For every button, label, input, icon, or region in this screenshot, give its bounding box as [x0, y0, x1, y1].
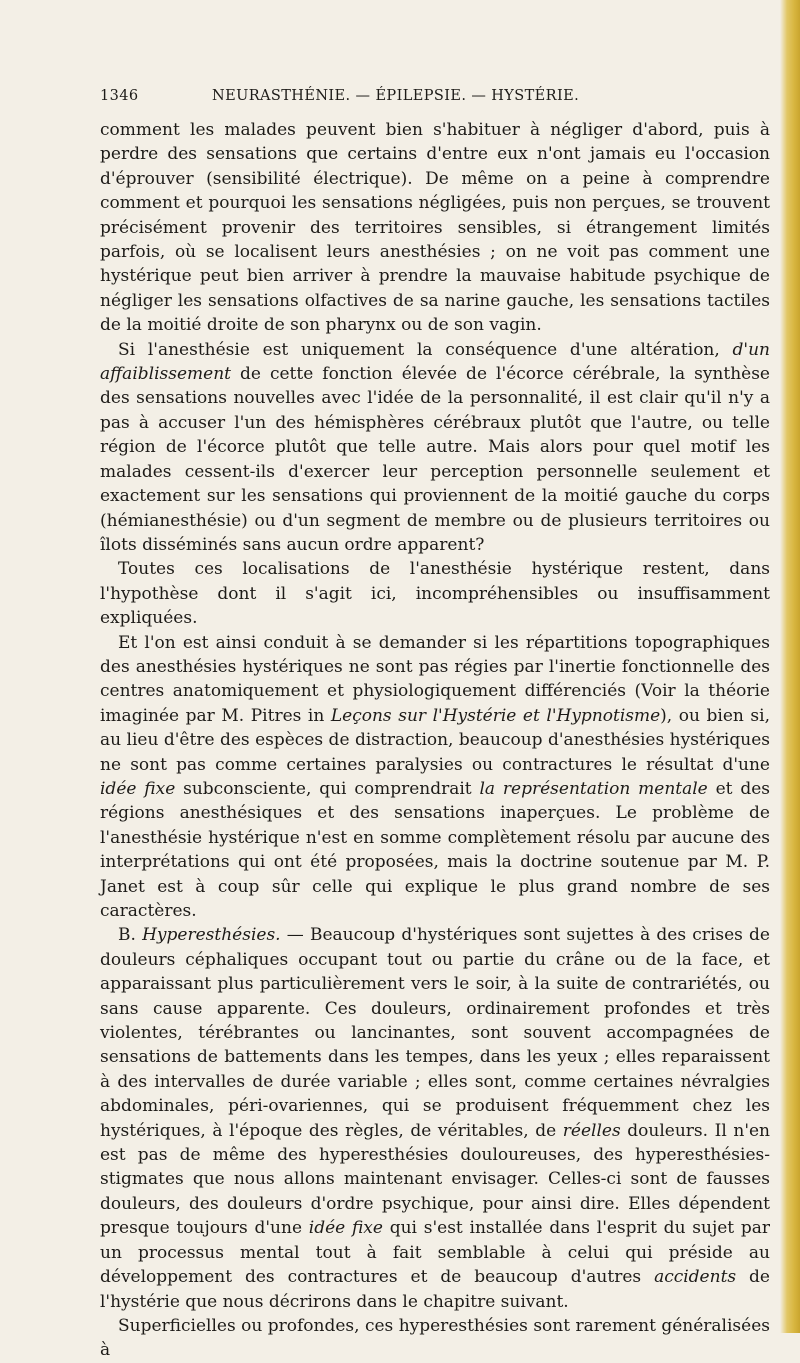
italic-phrase: réelles — [562, 1120, 621, 1141]
body-text — [100, 118, 770, 1363]
paragraph: B. Hyperesthésies. — Beaucoup d'hystériques sont sujettes à des crises de douleurs céphaliques occupant tout ou partie du crâne ou de la face, et apparaissant plus particulièrement vers le soir, à la suite de contrariétés, ou sans cause apparente. Ces douleurs, ordinairement profondes et très violentes, térébrantes ou lancinantes, sont souvent accompagnées de sensations de battements dans les tempes, dans les yeux ; elles reparaissent à des intervalles de durée variable ; elles sont, comme certaines névralgies abdominales, péri-ovariennes, qui se produisent fréquemment chez les hystériques, à l'époque des règles, de véritables, de réelles douleurs. Il n'en est pas de même des hyperesthésies douloureuses, des hyperesthésies-stigmates que nous allons maintenant envisager. Celles-ci sont de fausses douleurs, des douleurs d'ordre psychique, pour ainsi dire. Elles dépendent presque toujours d'une idée fixe qui s'est installée dans l'esprit du sujet par un processus mental tout à fait semblable à celui qui préside au développement des contractures et de beaucoup d'autres accidents de l'hystérie que nous décrirons dans le chapitre suivant. — [100, 925, 771, 1312]
italic-phrase: la représentation mentale — [479, 778, 708, 799]
book-title: Leçons sur l'Hystérie et l'Hypnotisme — [330, 705, 661, 726]
paragraph: Et l'on est ainsi conduit à se demander si les répartitions topographiques des anesthésies hystériques ne sont pas régies par l'inertie fonctionnelle des centres anatomiquement et physiologiquement différenciés (Voir la théorie imaginée par M. Pitres in Leçons sur l'Hystérie et l'Hypnotisme), ou bien si, au lieu d'être des espèces de distraction, beaucoup d'anesthésies hystériques ne sont pas comme certaines paralysies ou contractures le résultat d'une idée fixe subconsciente, qui comprendrait la représentation mentale et des régions anesthésiques et des sensations inaperçues. Le problème de l'anesthésie hystérique n'est en somme complètement résolu par aucune des interprétations qui ont été proposées, mais la doctrine soutenue par M. P. Janet est à coup sûr celle qui explique le plus grand nombre de ses caractères. — [100, 632, 770, 921]
italic-phrase: idée fixe — [308, 1218, 383, 1239]
italic-phrase: idée fixe — [100, 778, 176, 799]
paragraph: Si l'anesthésie est uniquement la conséquence d'une altération, d'un affaiblissement de cette fonction élevée de l'écorce cérébrale, la synthèse des sensations nouvelles avec l'idée de la personnalité, il est clair qu'il n'y a pas à accuser l'un des hémisphères cérébraux plutôt que l'autre, ou telle région de l'écorce plutôt que telle autre. Mais alors pour quel motif les malades cessent-ils d'exercer leur perception personnelle seulement et exactement sur les sensations qui proviennent de la moitié gauche du corps (hémianesthésie) ou d'un segment de membre ou de plusieurs territoires ou îlots disséminés sans aucun ordre apparent? — [100, 339, 770, 555]
running-header — [100, 88, 760, 112]
italic-phrase: d'un affaiblissement — [100, 339, 770, 385]
paragraph: Superficielles ou profondes, ces hyperesthésies sont rarement généralisées à — [100, 1315, 770, 1361]
running-head: NEURASTHÉNIE. — ÉPILEPSIE. — HYSTÉRIE. — [212, 88, 580, 104]
page-number: 1346 — [100, 88, 139, 104]
section-heading: Hyperesthésies. — [142, 925, 281, 946]
italic-phrase: accidents — [654, 1267, 737, 1288]
paragraph: Toutes ces localisations de l'anesthésie hystérique restent, dans l'hypothèse dont il s'agit ici, incompréhensibles ou insuffisamment expliquées. — [100, 559, 770, 629]
page-edge — [780, 0, 800, 1333]
paragraph: comment les malades peuvent bien s'habituer à négliger d'abord, puis à perdre des sensations que certains d'entre eux n'ont jamais eu l'occasion d'éprouver (sensibilité électrique). De même on a peine à comprendre comment et pourquoi les sensations négligées, puis non perçues, se trouvent précisément provenir des territoires sensibles, si étrangement limités parfois, où se localisent leurs anesthésies ; on ne voit pas comment une hystérique peut bien arriver à prendre la mauvaise habitude psychique de négliger les sensations olfactives de sa narine gauche, les sensations tactiles de la moitié droite de son pharynx ou de son vagin. — [100, 120, 770, 336]
